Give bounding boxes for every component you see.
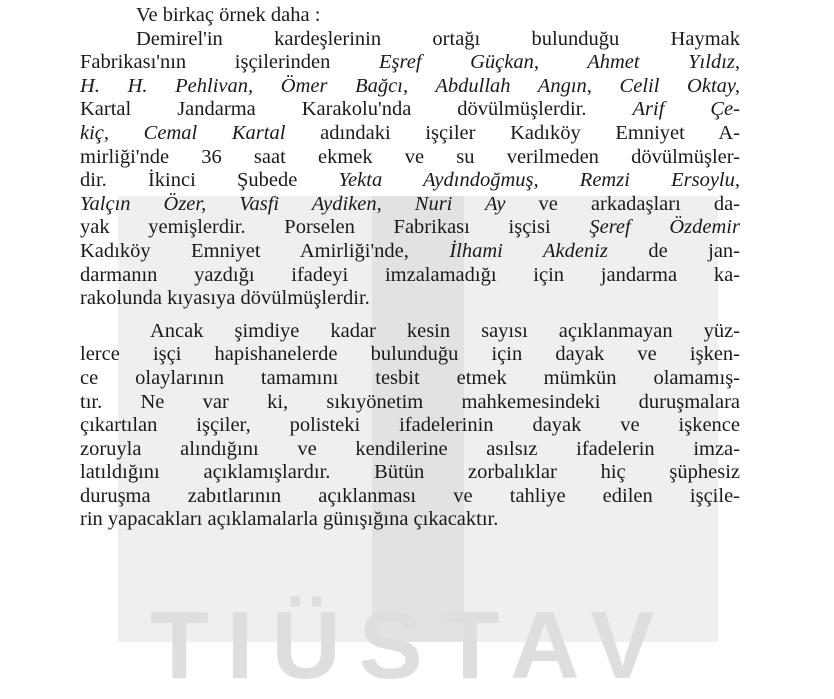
text-run: yak yemişlerdir. Porselen Fabrikası işçisi	[80, 216, 590, 239]
text-line: Ancak şimdiye kadar kesin sayısı açıklanmayan yüz-	[150, 319, 740, 342]
text-run: rakolunda kıyasıya dövülmüşlerdir.	[80, 287, 370, 310]
text-line	[80, 98, 740, 122]
text-line: latıldığını açıklamışlardır. Bütün zorbalıklar hiç şüphesiz	[80, 461, 740, 484]
text-line: zoruyla alındığını ve kendilerine asılsız ifadelerin imza-	[80, 437, 740, 460]
text-line	[80, 122, 740, 146]
text-line	[80, 240, 740, 264]
text-line	[80, 216, 740, 240]
text-line: tır. Ne var ki, sıkıyönetim mahkemesindeki duruşmalara	[80, 390, 740, 413]
text-line: duruşma zabıtlarının açıklanması ve tahliye edilen işçile-	[80, 484, 740, 507]
text-line	[80, 75, 740, 99]
italic-name: Şeref Özdemir	[589, 216, 740, 239]
italic-name: İlhami Akdeniz	[449, 239, 608, 262]
text-run: adındaki işçiler Kadıköy Emniyet A-	[285, 121, 740, 144]
text-run: Kadıköy Emniyet Amirliği'nde,	[80, 239, 450, 262]
text-line	[80, 146, 740, 170]
text-line: ce olaylarının tamamını tesbit etmek mümkün olamamış-	[80, 366, 740, 389]
text-run: Demirel'in kardeşlerinin ortağı bulunduğu Haymak	[136, 27, 740, 50]
text-line	[80, 51, 740, 75]
paragraph-1	[80, 28, 740, 311]
italic-name: Yekta Aydındoğmuş, Remzi Ersoylu,	[338, 169, 740, 192]
text-run: mirliği'nde 36 saat ekmek ve su verilmeden dövülmüşler-	[80, 145, 740, 168]
heading-lead: Ve birkaç örnek daha :	[136, 4, 321, 26]
italic-name: H. H. Pehlivan, Ömer Bağcı, Abdullah Angın, Celil Oktay,	[80, 74, 740, 97]
paragraph-2	[80, 320, 740, 532]
text-line	[80, 28, 740, 52]
text-run: Kartal Jandarma Karakolu'nda dövülmüşlerdir.	[80, 98, 633, 121]
text-line	[80, 287, 740, 311]
text-run: Fabrikası'nın işçilerinden	[80, 51, 379, 74]
italic-name: kiç, Cemal Kartal	[80, 121, 286, 144]
italic-name: Yalçın Özer, Vasfi Aydiken, Nuri Ay	[80, 192, 506, 215]
text-run: de jan-	[607, 239, 741, 262]
text-line	[80, 169, 740, 193]
watermark-logo: TIÜSTAV	[150, 592, 673, 699]
document-page	[80, 4, 740, 532]
text-run: darmanın yazdığı ifadeyi imzalamadığı için jandarma ka-	[80, 263, 740, 286]
text-line: lerce işçi hapishanelerde bulunduğu için dayak ve işken-	[80, 343, 740, 366]
text-run: dir. İkinci Şubede	[80, 169, 339, 192]
italic-name: Eşref Güçkan, Ahmet Yıldız,	[379, 51, 740, 74]
text-line	[80, 264, 740, 288]
text-line: rin yapacakları açıklamalarla günışığına çıkacaktır.	[80, 508, 499, 531]
text-line	[80, 193, 740, 217]
italic-name: Arif Çe-	[632, 98, 740, 121]
text-line: çıkartılan işçiler, polisteki ifadelerinin dayak ve işkence	[80, 414, 740, 437]
text-run: ve arkadaşları da-	[505, 192, 740, 215]
